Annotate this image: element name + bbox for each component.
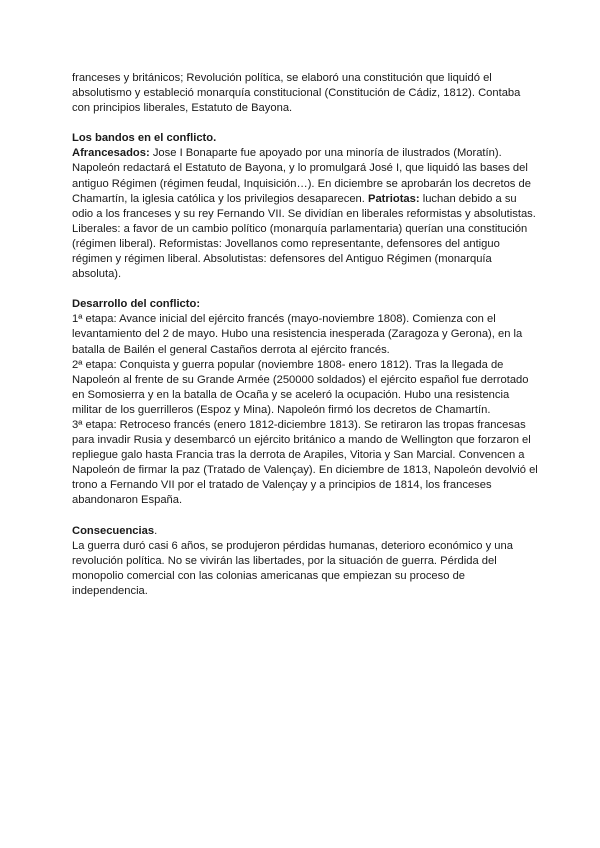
patriotas-text: luchan debido a su odio a los franceses y su rey Fernando VII. Se dividían en liberales reformistas y absolutistas. — [72, 192, 536, 220]
spacer — [72, 116, 538, 131]
consecuencias-heading-line — [72, 524, 538, 539]
etapa1-paragraph: 1ª etapa: Avance inicial del ejército francés (mayo-noviembre 1808). Comienza con el levantamiento del 2 de mayo. Hubo una resistencia inesperada (Zaragoza y Gerona), en la batalla de Bailén el general Castaños derrota al ejército francés. — [72, 313, 523, 356]
desarrollo-heading: Desarrollo del conflicto: — [72, 298, 201, 311]
afrancesados-label: Afrancesados: — [72, 147, 150, 160]
consecuencias-paragraph: La guerra duró casi 6 años, se produjeron pérdidas humanas, deterioro económico y una revolución política. No se vivirán las libertades, por la situación de guerra. Pérdida del monopolio comercial con las colonias americanas que empiezan su proceso de independencia. — [72, 539, 513, 597]
bandos-heading: Los bandos en el conflicto. — [72, 132, 217, 145]
consecuencias-heading: Consecuencias — [72, 524, 155, 537]
afrancesados-text: Jose I Bonaparte fue apoyado por una minoría de ilustrados (Moratín). Napoleón redactará el Estatuto de Bayona, y lo promulgará José I, que liquidó las bases del antiguo Régimen (régimen feudal, Inquisición…). En diciembre se aprobarán los decretos de Chamartín, la iglesia católica y los privilegios desaparecen. — [72, 147, 531, 205]
etapa3-paragraph: 3ª etapa: Retroceso francés (enero 1812-diciembre 1813). Se retiraron las tropas francesas para invadir Rusia y desembarcó un ejército británico a mando de Wellington que forzaron el repliegue galo hasta Francia tras la derrota de Arapiles, Vitoria y San Marcial. Convencen a Napoleón de firmar la paz (Tratado de Valençay). En diciembre de 1813, Napoleón devolvió el trono a Fernando VII por el tratado de Valençay y a principios de 1814, los franceses abandonaron España. — [72, 418, 538, 507]
etapa2-paragraph: 2ª etapa: Conquista y guerra popular (noviembre 1808- enero 1812). Tras la llegada de Napoleón al frente de su Grande Armée (250000 soldados) el ejército español fue derrotado en Somosierra y en la batalla de Ocaña y se aceleró la ocupación. Hubo una resistencia militar de los guerrilleros (Espoz y Mina). Napoleón firmó los decretos de Chamartín. — [72, 358, 529, 416]
intro-paragraph: franceses y británicos; Revolución política, se elaboró una constitución que liquidó el absolutismo y estableció monarquía constitucional (Constitución de Cádiz, 1812). Contaba con principios liberales, Estatuto de Bayona. — [72, 72, 521, 115]
afrancesados-paragraph — [72, 146, 538, 221]
patriotas-label: Patriotas: — [368, 192, 420, 205]
spacer — [72, 282, 538, 297]
spacer — [72, 509, 538, 524]
liberales-paragraph: Liberales: a favor de un cambio político (monarquía parlamentaria) querían una constitución (régimen liberal). Reformistas: Jovellanos como representante, defensores del antiguo régimen y régimen liberal. Absolutistas: defensores del Antiguo Régimen (monarquía absoluta). — [72, 222, 528, 281]
consecuencias-heading-suffix: . — [154, 524, 158, 537]
